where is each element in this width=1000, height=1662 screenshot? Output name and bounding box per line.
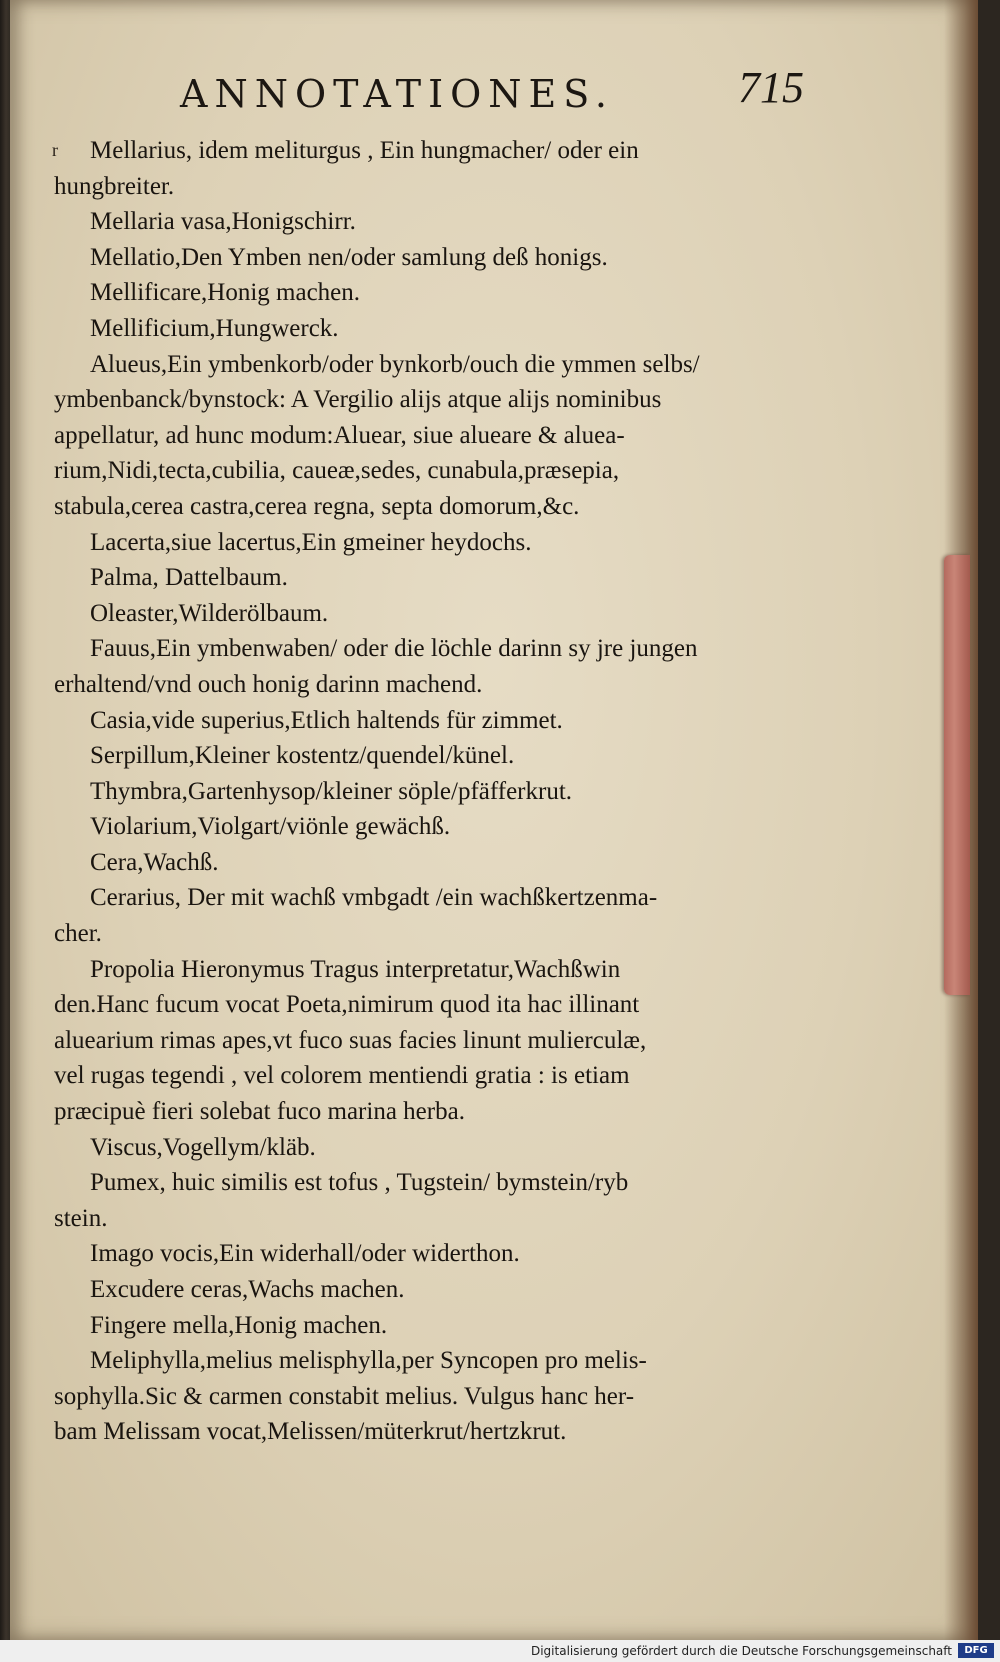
text-line: Viscus,Vogellym/kläb. xyxy=(90,1133,316,1161)
text-line: Mellarius, idem meliturgus , Ein hungmacher/ oder ein xyxy=(90,137,639,164)
text-line: Mellificare,Honig machen. xyxy=(90,279,361,307)
text-line: den.Hanc fucum vocat Poeta,nimirum quod ita hac illinant xyxy=(54,991,640,1019)
text-line: Cera,Wachß. xyxy=(90,848,219,876)
margin-mark: r xyxy=(52,140,58,160)
text-line: Casia,vide superius,Etlich haltends für zimmet. xyxy=(90,706,563,734)
text-line: Mellificium,Hungwerck. xyxy=(90,314,339,342)
text-line: Pumex, huic similis est tofus , Tugstein/ bymstein/ryb xyxy=(90,1169,629,1197)
text-line: bam Melissam vocat,Melissen/müterkrut/hertzkrut. xyxy=(54,1418,567,1446)
text-line: Excudere ceras,Wachs machen. xyxy=(90,1276,405,1303)
text-line: stein. xyxy=(54,1204,108,1232)
text-line: Fingere mella,Honig machen. xyxy=(90,1311,388,1339)
text-line: cher. xyxy=(54,920,102,948)
text-line: Propolia Hieronymus Tragus interpretatur,Wachßwin xyxy=(90,955,621,983)
footer-credit: Digitalisierung gefördert durch die Deutsche Forschungsgemeinschaft xyxy=(530,1644,952,1658)
text-line: Violarium,Violgart/viönle gewächß. xyxy=(90,813,451,841)
dfg-logo: DFG xyxy=(958,1643,994,1658)
red-page-tab xyxy=(944,555,970,995)
text-line: Cerarius, Der mit wachß vmbgadt /ein wachßkertzenma- xyxy=(90,884,658,912)
text-line: Mellatio,Den Ymben nen/oder samlung deß honigs. xyxy=(90,243,608,271)
text-line: erhaltend/vnd ouch honig darinn machend. xyxy=(54,670,483,698)
text-line: aluearium rimas apes,vt fuco suas facies linunt mulierculæ, xyxy=(54,1026,647,1054)
text-line: ymbenbanck/bynstock: A Vergilio alijs atque alijs nominibus xyxy=(54,386,662,414)
text-line: stabula,cerea castra,cerea regna, septa domorum,&c. xyxy=(54,492,580,520)
text-line: Meliphylla,melius melisphylla,per Syncopen pro melis- xyxy=(90,1347,647,1375)
text-line: Serpillum,Kleiner kostentz/quendel/künel. xyxy=(90,742,515,770)
text-line: Fauus,Ein ymbenwaben/ oder die löchle darinn sy jre jungen xyxy=(90,635,698,663)
page-number: 715 xyxy=(738,63,804,112)
header-title: ANNOTATIONES. xyxy=(180,72,614,116)
text-line: Mellaria vasa,Honigschirr. xyxy=(90,208,356,236)
text-line: Palma, Dattelbaum. xyxy=(90,564,288,592)
text-line: Oleaster,Wilderölbaum. xyxy=(90,599,329,627)
running-header xyxy=(160,58,820,118)
text-line: vel rugas tegendi , vel colorem mentiendi gratia : is etiam xyxy=(54,1062,630,1090)
text-line: Thymbra,Gartenhysop/kleiner söple/pfäfferkrut. xyxy=(90,777,573,805)
digitization-footer xyxy=(0,1640,1000,1662)
text-line: Lacerta,siue lacertus,Ein gmeiner heydochs. xyxy=(90,528,532,556)
text-line: appellatur, ad hunc modum:Aluear, siue alueare & aluea- xyxy=(54,421,625,449)
text-line: præcipuè fieri solebat fuco marina herba. xyxy=(54,1098,465,1126)
text-line: Imago vocis,Ein widerhall/oder widerthon. xyxy=(90,1240,520,1268)
text-line: Alueus,Ein ymbenkorb/oder bynkorb/ouch die ymmen selbs/ xyxy=(90,350,700,378)
text-line: sophylla.Sic & carmen constabit melius. Vulgus hanc her- xyxy=(54,1382,635,1410)
text-body xyxy=(54,133,824,1450)
text-line: rium,Nidi,tecta,cubilia, caueæ,sedes, cunabula,præsepia, xyxy=(54,457,620,485)
text-line: hungbreiter. xyxy=(54,172,175,200)
book-page xyxy=(10,0,978,1640)
